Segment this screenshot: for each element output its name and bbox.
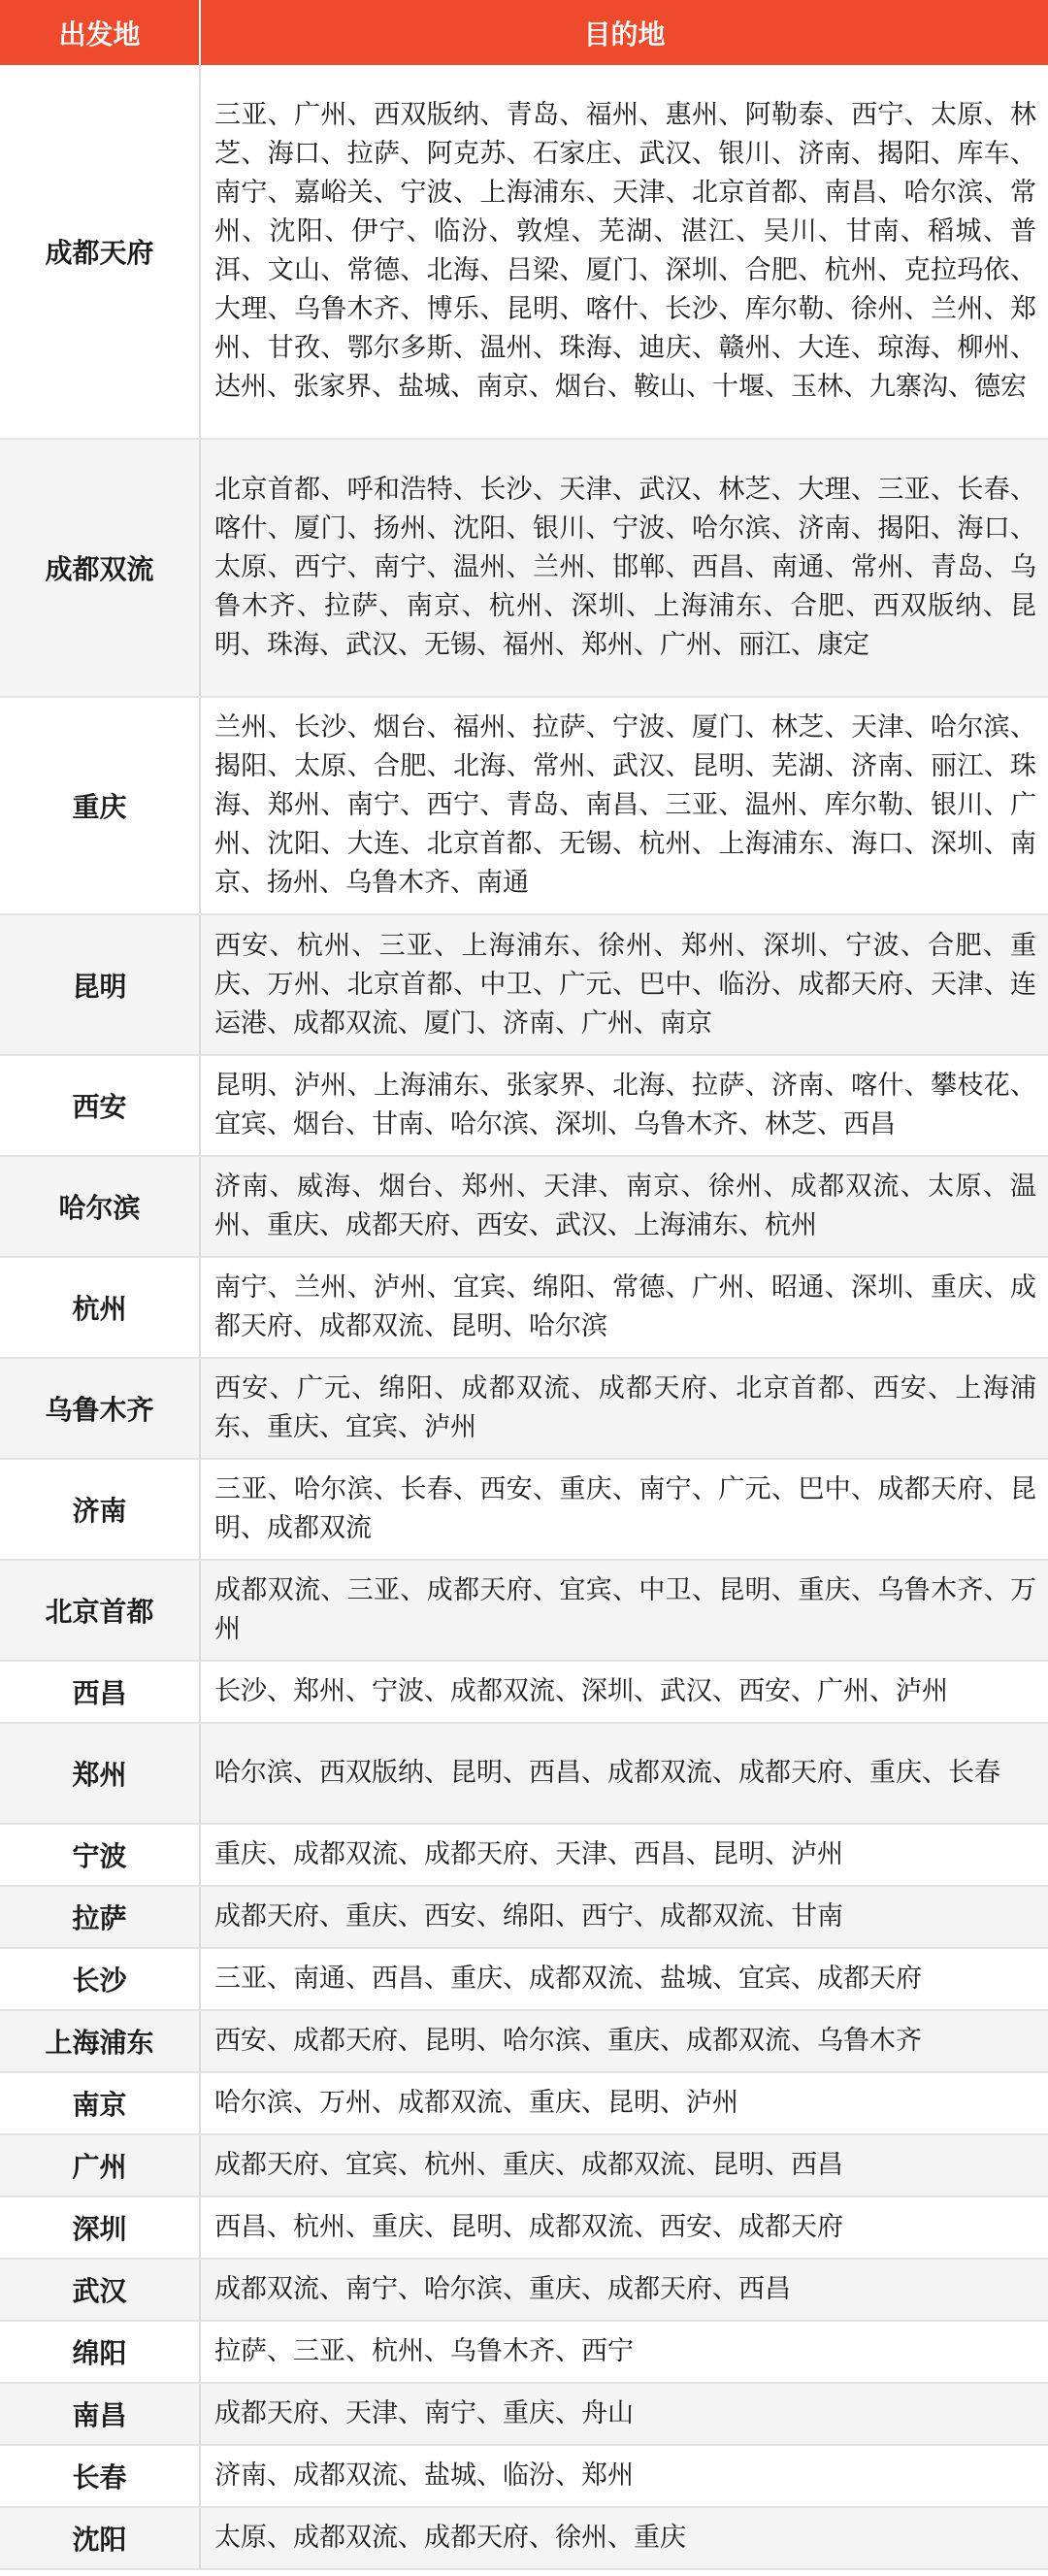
origin-cell: 西昌 [0,1661,200,1723]
destinations-cell: 太原、成都双流、成都天府、徐州、重庆 [200,2507,1048,2569]
table-row [0,2383,1048,2445]
destinations-cell: 三亚、广州、西双版纳、青岛、福州、惠州、阿勒泰、西宁、太原、林芝、海口、拉萨、阿克苏、石家庄、武汉、银川、济南、揭阳、库车、南宁、嘉峪关、宁波、上海浦东、天津、北京首都、南昌、哈尔滨、常州、沈阳、伊宁、临汾、敦煌、芜湖、湛江、吴川、甘南、稻城、普洱、文山、常德、北海、吕梁、厦门、深圳、合肥、杭州、克拉玛依、大理、乌鲁木齐、博乐、昆明、喀什、长沙、库尔勒、徐州、兰州、郑州、甘孜、鄂尔多斯、温州、珠海、迪庆、赣州、大连、琼海、柳州、达州、张家界、盐城、南京、烟台、鞍山、十堰、玉林、九寨沟、德宏 [200,65,1048,439]
destinations-cell: 哈尔滨、万州、成都双流、重庆、昆明、泸州 [200,2072,1048,2134]
table-row [0,1055,1048,1156]
destinations-cell: 西昌、杭州、重庆、昆明、成都双流、西安、成都天府 [200,2196,1048,2259]
table-row [0,65,1048,439]
origin-cell: 长沙 [0,1948,200,2010]
destinations-cell: 三亚、哈尔滨、长春、西安、重庆、南宁、广元、巴中、成都天府、昆明、成都双流 [200,1459,1048,1560]
destinations-cell: 北京首都、呼和浩特、长沙、天津、武汉、林芝、大理、三亚、长春、喀什、厦门、扬州、沈阳、银川、宁波、哈尔滨、济南、揭阳、海口、太原、西宁、南宁、温州、兰州、邯郸、西昌、南通、常州、青岛、乌鲁木齐、拉萨、南京、杭州、深圳、上海浦东、合肥、西双版纳、昆明、珠海、武汉、无锡、福州、郑州、广州、丽江、康定 [200,439,1048,697]
origin-cell: 北京首都 [0,1560,200,1661]
table-row [0,2321,1048,2383]
table-row [0,439,1048,697]
table-row [0,1723,1048,1824]
destinations-cell: 拉萨、三亚、杭州、乌鲁木齐、西宁 [200,2321,1048,2383]
origin-cell: 南昌 [0,2383,200,2445]
destinations-cell: 三亚、南通、西昌、重庆、成都双流、盐城、宜宾、成都天府 [200,1948,1048,2010]
origin-cell: 武汉 [0,2259,200,2321]
destinations-cell: 成都双流、三亚、成都天府、宜宾、中卫、昆明、重庆、乌鲁木齐、万州 [200,1560,1048,1661]
destinations-cell: 成都双流、南宁、哈尔滨、重庆、成都天府、西昌 [200,2259,1048,2321]
origin-cell: 哈尔滨 [0,1156,200,1257]
table-row [0,697,1048,914]
origin-cell: 重庆 [0,697,200,914]
origin-cell: 宁波 [0,1824,200,1886]
destinations-cell: 昆明、泸州、上海浦东、张家界、北海、拉萨、济南、喀什、攀枝花、宜宾、烟台、甘南、哈尔滨、深圳、乌鲁木齐、林芝、西昌 [200,1055,1048,1156]
destinations-cell: 重庆、成都双流、成都天府、天津、西昌、昆明、泸州 [200,1824,1048,1886]
origin-cell: 乌鲁木齐 [0,1358,200,1459]
destinations-cell: 西安、成都天府、昆明、哈尔滨、重庆、成都双流、乌鲁木齐 [200,2010,1048,2072]
table-row [0,914,1048,1055]
table-row [0,1156,1048,1257]
table-row [0,2196,1048,2259]
table-row [0,1661,1048,1723]
destinations-cell: 西安、杭州、三亚、上海浦东、徐州、郑州、深圳、宁波、合肥、重庆、万州、北京首都、中卫、广元、巴中、临汾、成都天府、天津、连运港、成都双流、厦门、济南、广州、南京 [200,914,1048,1055]
table-row [0,2134,1048,2196]
origin-cell: 杭州 [0,1257,200,1358]
table-row [0,1824,1048,1886]
origin-cell: 郑州 [0,1723,200,1824]
table-row [0,1886,1048,1948]
table-row [0,1948,1048,2010]
origin-cell: 绵阳 [0,2321,200,2383]
origin-cell: 济南 [0,1459,200,1560]
origin-cell: 成都双流 [0,439,200,697]
destinations-cell: 南宁、兰州、泸州、宜宾、绵阳、常德、广州、昭通、深圳、重庆、成都天府、成都双流、昆明、哈尔滨 [200,1257,1048,1358]
origin-cell: 长春 [0,2445,200,2507]
destinations-cell: 成都天府、宜宾、杭州、重庆、成都双流、昆明、西昌 [200,2134,1048,2196]
table-row [0,1560,1048,1661]
origin-cell: 拉萨 [0,1886,200,1948]
origin-cell: 沈阳 [0,2507,200,2569]
destinations-column-header: 目的地 [200,0,1048,65]
destinations-cell: 哈尔滨、西双版纳、昆明、西昌、成都双流、成都天府、重庆、长春 [200,1723,1048,1824]
destinations-cell: 西安、广元、绵阳、成都双流、成都天府、北京首都、西安、上海浦东、重庆、宜宾、泸州 [200,1358,1048,1459]
origin-column-header: 出发地 [0,0,200,65]
origin-cell: 深圳 [0,2196,200,2259]
table-row [0,1257,1048,1358]
destinations-cell: 长沙、郑州、宁波、成都双流、深圳、武汉、西安、广州、泸州 [200,1661,1048,1723]
destinations-cell: 兰州、长沙、烟台、福州、拉萨、宁波、厦门、林芝、天津、哈尔滨、揭阳、太原、合肥、北海、常州、武汉、昆明、芜湖、济南、丽江、珠海、郑州、南宁、西宁、青岛、南昌、三亚、温州、库尔勒、银川、广州、沈阳、大连、北京首都、无锡、杭州、上海浦东、海口、深圳、南京、扬州、乌鲁木齐、南通 [200,697,1048,914]
origin-cell: 昆明 [0,914,200,1055]
table-row [0,2507,1048,2569]
destinations-cell: 济南、成都双流、盐城、临汾、郑州 [200,2445,1048,2507]
destinations-cell: 济南、威海、烟台、郑州、天津、南京、徐州、成都双流、太原、温州、重庆、成都天府、西安、武汉、上海浦东、杭州 [200,1156,1048,1257]
origin-cell: 广州 [0,2134,200,2196]
destinations-cell: 成都天府、天津、南宁、重庆、舟山 [200,2383,1048,2445]
origin-cell: 上海浦东 [0,2010,200,2072]
destinations-cell: 成都天府、重庆、西安、绵阳、西宁、成都双流、甘南 [200,1886,1048,1948]
origin-cell: 南京 [0,2072,200,2134]
table-row [0,2010,1048,2072]
table-row [0,1459,1048,1560]
origin-cell: 西安 [0,1055,200,1156]
origin-cell: 成都天府 [0,65,200,439]
table-row [0,2445,1048,2507]
table-row [0,2259,1048,2321]
table-row [0,1358,1048,1459]
table-row [0,2072,1048,2134]
table-header-row [0,0,1048,65]
